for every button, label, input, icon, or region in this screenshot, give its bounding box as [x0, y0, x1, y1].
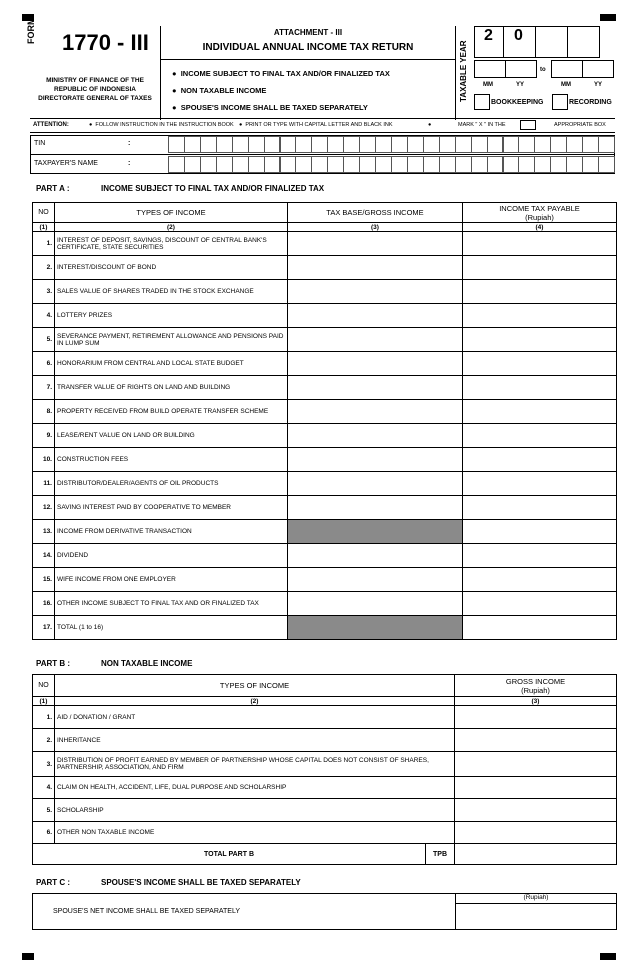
row-income-type: OTHER INCOME SUBJECT TO FINAL TAX AND OR FINALIZED TAX	[55, 592, 288, 616]
attention-item: ● PRINT OR TYPE WITH CAPITAL LETTER AND BLACK INK	[239, 122, 393, 128]
char-box[interactable]	[566, 136, 583, 153]
attention-mark-text: MARK " X " IN THE	[458, 122, 506, 128]
part-c-title: SPOUSE'S INCOME SHALL BE TAXED SEPARATELY	[101, 878, 301, 887]
char-box[interactable]	[343, 156, 360, 173]
tax-payable-input[interactable]	[463, 424, 617, 448]
col-header-gross-unit: (Rupiah)	[521, 685, 550, 695]
tax-base-input[interactable]	[288, 232, 463, 256]
row-number: 6.	[33, 352, 55, 376]
year-digit-box[interactable]	[535, 26, 568, 58]
header-bullets	[172, 65, 390, 116]
char-box[interactable]	[216, 156, 233, 173]
char-box[interactable]	[455, 136, 472, 153]
char-box[interactable]	[359, 136, 376, 153]
col-header-payable-label: INCOME TAX PAYABLE	[499, 203, 580, 213]
row-number: 7.	[33, 376, 55, 400]
row-income-type: INTEREST OF DEPOSIT, SAVINGS, DISCOUNT OF CENTRAL BANK'S CERTIFICATE, STATE SECURITIES	[55, 232, 288, 256]
char-box[interactable]	[487, 136, 504, 153]
col-header-payable	[463, 203, 617, 223]
row-income-type: OTHER NON TAXABLE INCOME	[55, 822, 455, 844]
part-b-table	[32, 674, 617, 865]
tax-base-input[interactable]	[288, 280, 463, 304]
table-row	[33, 328, 617, 352]
registration-mark	[600, 14, 616, 21]
char-box[interactable]	[423, 136, 440, 153]
row-income-type: SALES VALUE OF SHARES TRADED IN THE STOCK EXCHANGE	[55, 280, 288, 304]
bullet-spouse: ● SPOUSE'S INCOME SHALL BE TAXED SEPARATELY	[172, 103, 368, 112]
taxpayer-name-label: TAXPAYER'S NAME	[34, 160, 98, 167]
table-header-row	[33, 675, 617, 697]
tax-payable-input[interactable]	[463, 256, 617, 280]
row-number: 5.	[33, 328, 55, 352]
row-income-type: INCOME FROM DERIVATIVE TRANSACTION	[55, 520, 288, 544]
table-row	[33, 752, 617, 777]
table-row	[33, 256, 617, 280]
col-num: (4)	[463, 223, 617, 232]
tax-base-input	[288, 520, 463, 544]
total-part-b-label: TOTAL PART B	[33, 844, 426, 865]
tax-payable-input[interactable]	[463, 232, 617, 256]
char-box[interactable]	[200, 156, 217, 173]
char-box[interactable]	[391, 156, 408, 173]
gross-income-input[interactable]	[455, 799, 617, 822]
table-row	[33, 777, 617, 799]
row-number: 3.	[33, 280, 55, 304]
char-box[interactable]	[295, 156, 312, 173]
char-box[interactable]	[550, 136, 567, 153]
row-income-type: INHERITANCE	[55, 729, 455, 752]
char-box[interactable]	[232, 136, 249, 153]
char-box[interactable]	[518, 136, 535, 153]
row-number: 14.	[33, 544, 55, 568]
row-income-type: PROPERTY RECEIVED FROM BUILD OPERATE TRANSFER SCHEME	[55, 400, 288, 424]
part-c-unit: (Rupiah)	[523, 894, 549, 901]
taxable-year-label: TAXABLE YEAR	[459, 40, 468, 102]
part-c-text: SPOUSE'S NET INCOME SHALL BE TAXED SEPARATELY	[53, 908, 241, 915]
recording-label: RECORDING	[569, 99, 612, 106]
table-row	[33, 400, 617, 424]
char-box[interactable]	[550, 156, 567, 173]
col-header-payable-unit: (Rupiah)	[525, 212, 554, 222]
period-mm-start[interactable]	[474, 60, 506, 78]
col-header-no: NO	[33, 203, 55, 223]
char-box[interactable]	[264, 156, 281, 173]
tax-payable-input[interactable]	[463, 496, 617, 520]
row-income-type: CLAIM ON HEALTH, ACCIDENT, LIFE, DUAL PURPOSE AND SCHOLARSHIP	[55, 777, 455, 799]
tax-base-input[interactable]	[288, 496, 463, 520]
char-box[interactable]	[184, 136, 201, 153]
row-number: 5.	[33, 799, 55, 822]
char-box[interactable]	[455, 156, 472, 173]
table-row	[33, 448, 617, 472]
year-divider	[455, 26, 456, 120]
char-box[interactable]	[598, 156, 615, 173]
char-box[interactable]	[598, 136, 615, 153]
tax-base-input[interactable]	[288, 376, 463, 400]
char-box[interactable]	[582, 156, 599, 173]
char-box[interactable]	[280, 156, 297, 173]
col-num: (2)	[55, 223, 288, 232]
char-box[interactable]	[184, 156, 201, 173]
attention-bottom-rule	[30, 132, 615, 133]
part-a-label: PART A :	[36, 184, 70, 193]
table-row	[33, 520, 617, 544]
table-row	[33, 799, 617, 822]
table-row	[33, 280, 617, 304]
col-header-no: NO	[33, 675, 55, 697]
row-number: 3.	[33, 752, 55, 777]
row-number: 17.	[33, 616, 55, 640]
attention-label: ATTENTION:	[33, 122, 69, 128]
tax-base-input[interactable]	[288, 304, 463, 328]
table-row	[33, 352, 617, 376]
tax-base-input[interactable]	[288, 544, 463, 568]
ministry-line: DIRECTORATE GENERAL OF TAXES	[38, 95, 152, 102]
char-box[interactable]	[280, 136, 297, 153]
char-box[interactable]	[503, 136, 520, 153]
part-b-label: PART B :	[36, 659, 71, 668]
gross-income-input[interactable]	[455, 729, 617, 752]
row-number: 9.	[33, 424, 55, 448]
period-mm-end[interactable]	[551, 60, 583, 78]
period-mm-label: MM	[561, 82, 571, 88]
row-number: 16.	[33, 592, 55, 616]
char-box[interactable]	[534, 136, 551, 153]
char-box[interactable]	[471, 156, 488, 173]
table-row	[33, 376, 617, 400]
row-income-type: AID / DONATION / GRANT	[55, 706, 455, 729]
char-box[interactable]	[375, 136, 392, 153]
char-box[interactable]	[311, 156, 328, 173]
taxpayer-name-colon: :	[128, 160, 131, 167]
row-number: 2.	[33, 256, 55, 280]
tax-base-input	[288, 616, 463, 640]
tax-payable-input[interactable]	[463, 304, 617, 328]
char-box[interactable]	[375, 156, 392, 173]
row-income-type: DIVIDEND	[55, 544, 288, 568]
tax-payable-input[interactable]	[463, 280, 617, 304]
column-number-row	[33, 697, 617, 706]
table-row	[33, 568, 617, 592]
col-header-gross-label: GROSS INCOME	[505, 676, 566, 686]
registration-mark	[22, 953, 34, 960]
char-box[interactable]	[407, 156, 424, 173]
table-row	[33, 706, 617, 729]
attention-item: ● FOLLOW INSTRUCTION IN THE INSTRUCTION BOOK	[89, 122, 234, 128]
bullet-final-tax: ● INCOME SUBJECT TO FINAL TAX AND/OR FINALIZED TAX	[172, 69, 390, 78]
form-number: 1770 - III	[62, 30, 149, 55]
gross-income-input[interactable]	[455, 822, 617, 844]
row-income-type: SEVERANCE PAYMENT, RETIREMENT ALLOWANCE AND PENSIONS PAID IN LUMP SUM	[55, 328, 288, 352]
table-row	[33, 616, 617, 640]
ministry-name	[30, 76, 160, 103]
bookkeeping-checkbox[interactable]	[474, 94, 490, 110]
col-num: (3)	[455, 697, 617, 706]
gross-income-input[interactable]	[455, 706, 617, 729]
char-box[interactable]	[168, 156, 185, 173]
char-box[interactable]	[343, 136, 360, 153]
row-number: 13.	[33, 520, 55, 544]
char-box[interactable]	[200, 136, 217, 153]
row-number: 1.	[33, 232, 55, 256]
col-header-types: TYPES OF INCOME	[55, 675, 455, 697]
taxpayer-info-divider	[30, 154, 615, 155]
tax-base-input[interactable]	[288, 448, 463, 472]
char-box[interactable]	[295, 136, 312, 153]
char-box[interactable]	[534, 156, 551, 173]
mark-example-box	[520, 120, 536, 130]
row-income-type: CONSTRUCTION FEES	[55, 448, 288, 472]
form-label: FORM	[26, 17, 36, 44]
row-income-type: SAVING INTEREST PAID BY COOPERATIVE TO MEMBER	[55, 496, 288, 520]
char-box[interactable]	[471, 136, 488, 153]
row-number: 1.	[33, 706, 55, 729]
row-income-type: TRANSFER VALUE OF RIGHTS ON LAND AND BUILDING	[55, 376, 288, 400]
row-number: 12.	[33, 496, 55, 520]
char-box[interactable]	[232, 156, 249, 173]
attention-top-rule	[30, 118, 615, 119]
char-box[interactable]	[518, 156, 535, 173]
tax-base-input[interactable]	[288, 352, 463, 376]
tax-payable-input[interactable]	[463, 544, 617, 568]
col-num: (1)	[33, 697, 55, 706]
char-box[interactable]	[327, 136, 344, 153]
bullet-non-taxable: ● NON TAXABLE INCOME	[172, 86, 267, 95]
row-number: 15.	[33, 568, 55, 592]
tin-colon: :	[128, 140, 131, 147]
tax-payable-input[interactable]	[463, 448, 617, 472]
row-income-type: DISTRIBUTOR/DEALER/AGENTS OF OIL PRODUCTS	[55, 472, 288, 496]
char-box[interactable]	[582, 136, 599, 153]
row-number: 4.	[33, 304, 55, 328]
char-box[interactable]	[566, 156, 583, 173]
part-b-title: NON TAXABLE INCOME	[101, 659, 193, 668]
total-part-b-value[interactable]	[455, 844, 617, 865]
char-box[interactable]	[327, 156, 344, 173]
year-digit-box[interactable]	[567, 26, 600, 58]
row-number: 2.	[33, 729, 55, 752]
tax-payable-input[interactable]	[463, 592, 617, 616]
gross-income-input[interactable]	[455, 752, 617, 777]
period-yy-start[interactable]	[505, 60, 537, 78]
char-box[interactable]	[216, 136, 233, 153]
table-row	[33, 496, 617, 520]
form-title: INDIVIDUAL ANNUAL INCOME TAX RETURN	[202, 42, 414, 53]
col-num: (1)	[33, 223, 55, 232]
period-yy-end[interactable]	[582, 60, 614, 78]
col-header-types: TYPES OF INCOME	[55, 203, 288, 223]
tax-payable-input[interactable]	[463, 400, 617, 424]
col-num: (2)	[55, 697, 455, 706]
col-header-base: TAX BASE/GROSS INCOME	[288, 203, 463, 223]
tax-base-input[interactable]	[288, 328, 463, 352]
row-income-type: DISTRIBUTION OF PROFIT EARNED BY MEMBER OF PARTNERSHIP WHOSE CAPITAL DOES NOT CONSIST OF SHARES, PARTNERSHIP, ASSOCIATION, AND FIRM	[55, 752, 455, 777]
attachment-label: ATTACHMENT - III	[273, 28, 343, 37]
period-yy-label: YY	[594, 82, 603, 88]
row-number: 10.	[33, 448, 55, 472]
bookkeeping-label: BOOKKEEPING	[491, 99, 544, 106]
row-number: 11.	[33, 472, 55, 496]
total-part-b-row	[33, 844, 617, 865]
attention-bullet: ●	[428, 122, 432, 128]
tax-base-input[interactable]	[288, 256, 463, 280]
table-header-row	[33, 203, 617, 223]
tax-payable-input[interactable]	[463, 352, 617, 376]
char-box[interactable]	[248, 156, 265, 173]
table-row	[33, 592, 617, 616]
row-income-type: WIFE INCOME FROM ONE EMPLOYER	[55, 568, 288, 592]
tax-base-input[interactable]	[288, 472, 463, 496]
tax-payable-input[interactable]	[463, 472, 617, 496]
tax-payable-input[interactable]	[463, 376, 617, 400]
row-income-type: INTEREST/DISCOUNT OF BOND	[55, 256, 288, 280]
total-part-b-code: TPB	[426, 844, 455, 865]
row-number: 6.	[33, 822, 55, 844]
period-yy-label: YY	[516, 82, 525, 88]
char-box[interactable]	[407, 136, 424, 153]
char-box[interactable]	[439, 156, 456, 173]
row-number: 8.	[33, 400, 55, 424]
tax-base-input[interactable]	[288, 424, 463, 448]
row-income-type: LOTTERY PRIZES	[55, 304, 288, 328]
tax-payable-input[interactable]	[463, 568, 617, 592]
part-a-title: INCOME SUBJECT TO FINAL TAX AND/OR FINALIZED TAX	[101, 184, 325, 193]
spouse-income-input[interactable]	[456, 904, 616, 929]
table-row	[33, 232, 617, 256]
row-income-type: LEASE/RENT VALUE ON LAND OR BUILDING	[55, 424, 288, 448]
title-divider	[160, 59, 456, 60]
col-header-gross	[455, 675, 617, 697]
char-box[interactable]	[423, 156, 440, 173]
tax-payable-input[interactable]	[463, 520, 617, 544]
part-c-label: PART C :	[36, 878, 71, 887]
tax-base-input[interactable]	[288, 400, 463, 424]
year-digit: 2	[484, 27, 493, 44]
row-income-type: SCHOLARSHIP	[55, 799, 455, 822]
tin-label: TIN	[34, 140, 46, 147]
table-row	[33, 304, 617, 328]
char-box[interactable]	[264, 136, 281, 153]
col-num: (3)	[288, 223, 463, 232]
year-digit: 0	[514, 27, 523, 44]
table-row	[33, 729, 617, 752]
table-row	[33, 424, 617, 448]
char-box[interactable]	[359, 156, 376, 173]
period-to-label: to	[540, 67, 546, 73]
char-box[interactable]	[439, 136, 456, 153]
header-divider	[160, 26, 161, 120]
ministry-line: REPUBLIC OF INDONESIA	[54, 86, 136, 93]
char-box[interactable]	[487, 156, 504, 173]
char-box[interactable]	[168, 136, 185, 153]
table-row	[33, 822, 617, 844]
appropriate-box-text: APPROPRIATE BOX	[554, 122, 606, 128]
tax-payable-input[interactable]	[463, 328, 617, 352]
period-mm-label: MM	[483, 82, 493, 88]
row-income-type: TOTAL (1 to 16)	[55, 616, 288, 640]
row-number: 4.	[33, 777, 55, 799]
part-a-table	[32, 202, 617, 640]
row-income-type: HONORARIUM FROM CENTRAL AND LOCAL STATE BUDGET	[55, 352, 288, 376]
char-box[interactable]	[248, 136, 265, 153]
recording-checkbox[interactable]	[552, 94, 568, 110]
registration-mark	[600, 953, 616, 960]
char-box[interactable]	[311, 136, 328, 153]
char-box[interactable]	[391, 136, 408, 153]
gross-income-input[interactable]	[455, 777, 617, 799]
tax-base-input[interactable]	[288, 592, 463, 616]
ministry-line: MINISTRY OF FINANCE OF THE	[46, 77, 144, 84]
table-row	[33, 544, 617, 568]
char-box[interactable]	[503, 156, 520, 173]
column-number-row	[33, 223, 617, 232]
tax-payable-input[interactable]	[463, 616, 617, 640]
tax-base-input[interactable]	[288, 568, 463, 592]
table-row	[33, 472, 617, 496]
